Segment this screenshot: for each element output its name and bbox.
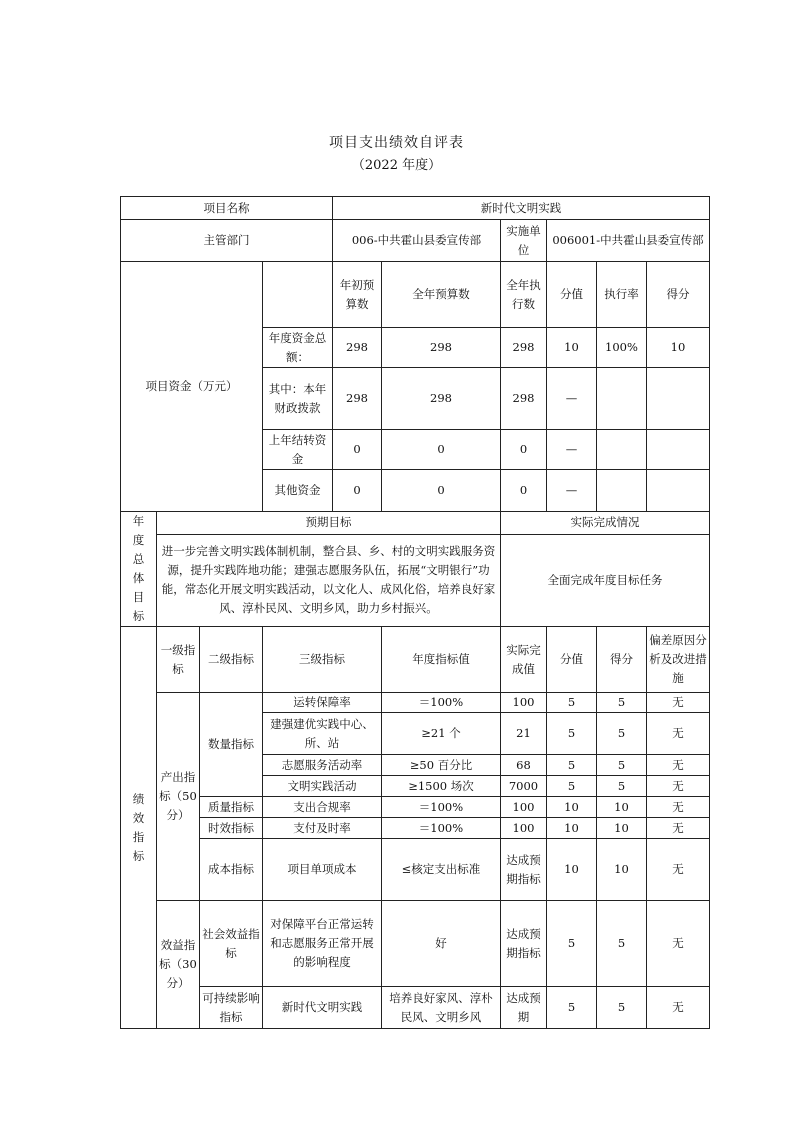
indicator-row [121,987,710,1029]
indicator-header-level3: 三级指标 [263,627,382,693]
funds-score [647,368,710,430]
sustainable-impact-indicator-label: 可持续影响指标 [200,987,263,1029]
funds-executed: 0 [501,470,547,512]
indicator-target: 好 [382,901,501,987]
indicator-header-target: 年度指标值 [382,627,501,693]
funds-initial: 0 [333,430,382,470]
goals-content-row [121,534,710,626]
indicator-note: 无 [647,776,710,797]
indicator-note: 无 [647,818,710,839]
goals-side-label [121,512,157,627]
indicator-name: 支付及时率 [263,818,382,839]
department-row [121,220,710,262]
funds-score [647,430,710,470]
indicator-note: 无 [647,901,710,987]
page-subtitle: （2022 年度） [351,158,442,173]
indicator-name: 新时代文明实践 [263,987,382,1029]
output-indicator-label: 产出指标（50分） [157,693,200,901]
funds-rate: 100% [597,328,647,368]
indicator-header-score: 得分 [597,627,647,693]
indicator-name: 对保障平台正常运转和志愿服务正常开展的影响程度 [263,901,382,987]
indicator-actual: 达成预期指标 [501,901,547,987]
vertical-label-char: 绩 [132,791,145,806]
indicator-value: 10 [547,839,597,901]
actual-completion-text: 全面完成年度目标任务 [501,534,710,626]
indicator-actual: 21 [501,713,547,755]
indicator-target: ＝100% [382,818,501,839]
indicator-actual: 68 [501,755,547,776]
timeliness-indicator-label: 时效指标 [200,818,263,839]
indicator-header-level2: 二级指标 [200,627,263,693]
funds-executed: 298 [501,328,547,368]
funds-score-value: — [547,430,597,470]
quantity-indicator-label: 数量指标 [200,693,263,797]
funds-row-label: 年度资金总额： [263,328,333,368]
indicator-header-level1: 一级指标 [157,627,200,693]
indicator-target: ＝100% [382,797,501,818]
funds-annual: 298 [382,368,501,430]
indicator-header-actual: 实际完成值 [501,627,547,693]
vertical-label-char: 总 [132,552,145,566]
quality-indicator-label: 质量指标 [200,797,263,818]
indicator-row [121,901,710,987]
indicator-actual: 7000 [501,776,547,797]
funds-executed: 298 [501,368,547,430]
funds-rate [597,430,647,470]
indicator-score: 5 [597,901,647,987]
actual-completion-label: 实际完成情况 [501,512,710,535]
implementing-unit-value: 006001-中共霍山县委宣传部 [547,220,710,262]
project-name-value: 新时代文明实践 [333,197,710,220]
vertical-label-char: 年 [132,514,145,528]
indicator-note: 无 [647,713,710,755]
indicator-row [121,797,710,818]
indicator-note: 无 [647,839,710,901]
funds-score-value: — [547,470,597,512]
department-value: 006-中共霍山县委宣传部 [333,220,501,262]
funds-annual: 0 [382,430,501,470]
funds-header-blank [263,262,333,328]
indicator-target: ≥21 个 [382,713,501,755]
funds-header-score: 得分 [647,262,710,328]
social-benefit-indicator-label: 社会效益指标 [200,901,263,987]
funds-score-value: — [547,368,597,430]
indicator-value: 5 [547,713,597,755]
indicator-row [121,839,710,901]
funds-row-label: 其他资金 [263,470,333,512]
indicator-note: 无 [647,693,710,713]
funds-header-row [121,262,710,328]
indicator-actual: 100 [501,818,547,839]
funds-initial: 0 [333,470,382,512]
indicator-name: 建强建优实践中心、所、站 [263,713,382,755]
indicator-score: 5 [597,776,647,797]
indicator-header-row [121,627,710,693]
vertical-label-char: 目 [132,590,145,604]
indicator-value: 5 [547,755,597,776]
benefit-indicator-label: 效益指标（30分） [157,901,200,1029]
vertical-label-char: 标 [132,609,145,623]
funds-header-score-value: 分值 [547,262,597,328]
indicator-value: 5 [547,693,597,713]
funds-score-value: 10 [547,328,597,368]
funds-row-label: 上年结转资金 [263,430,333,470]
indicator-row [121,693,710,713]
vertical-label-char: 效 [132,810,145,825]
expected-goal-text: 进一步完善文明实践体制机制，整合县、乡、村的文明实践服务资源，提升实践阵地功能；建强志愿服务队伍，拓展“文明银行”功能，常态化开展文明实践活动，以文化人、成风化俗，培养良好家风、淳朴民风、文明乡风，助力乡村振兴。 [157,534,501,626]
vertical-label-char: 体 [132,571,145,585]
indicator-score: 10 [597,797,647,818]
indicator-header-value: 分值 [547,627,597,693]
indicator-value: 10 [547,797,597,818]
indicator-score: 5 [597,713,647,755]
self-evaluation-table [120,196,710,1029]
indicator-note: 无 [647,755,710,776]
vertical-label-char: 标 [132,848,145,863]
project-name-label: 项目名称 [121,197,333,220]
indicator-value: 5 [547,776,597,797]
indicators-side-label [121,627,157,1029]
funds-header-annual: 全年预算数 [382,262,501,328]
funds-rate [597,368,647,430]
indicator-actual: 100 [501,797,547,818]
indicator-name: 志愿服务活动率 [263,755,382,776]
funds-executed: 0 [501,430,547,470]
funds-rate [597,470,647,512]
funds-initial: 298 [333,368,382,430]
indicator-actual: 达成预期 [501,987,547,1029]
funds-score [647,470,710,512]
indicator-score: 5 [597,693,647,713]
indicator-actual: 达成预期指标 [501,839,547,901]
funds-header-initial: 年初预算数 [333,262,382,328]
project-name-row [121,197,710,220]
indicator-note: 无 [647,987,710,1029]
expected-goal-label: 预期目标 [157,512,501,535]
funds-label: 项目资金（万元） [121,262,263,512]
indicator-target: 培养良好家风、淳朴民风、文明乡风 [382,987,501,1029]
indicator-name: 文明实践活动 [263,776,382,797]
indicator-target: ≤核定支出标准 [382,839,501,901]
funds-initial: 298 [333,328,382,368]
funds-score: 10 [647,328,710,368]
funds-annual: 298 [382,328,501,368]
funds-annual: 0 [382,470,501,512]
funds-header-executed: 全年执行数 [501,262,547,328]
indicator-value: 5 [547,987,597,1029]
indicator-row [121,818,710,839]
indicator-score: 10 [597,839,647,901]
page-title: 项目支出绩效自评表 [329,135,464,151]
indicator-actual: 100 [501,693,547,713]
implementing-unit-label: 实施单位 [501,220,547,262]
indicator-target: ＝100% [382,693,501,713]
cost-indicator-label: 成本指标 [200,839,263,901]
indicator-value: 10 [547,818,597,839]
funds-header-rate: 执行率 [597,262,647,328]
department-label: 主管部门 [121,220,333,262]
goals-header-row [121,512,710,535]
indicator-score: 10 [597,818,647,839]
indicator-name: 支出合规率 [263,797,382,818]
indicator-score: 5 [597,755,647,776]
vertical-label-char: 度 [132,533,145,547]
indicator-score: 5 [597,987,647,1029]
indicator-value: 5 [547,901,597,987]
indicator-note: 无 [647,797,710,818]
funds-row-label: 其中：本年财政拨款 [263,368,333,430]
indicator-target: ≥50 百分比 [382,755,501,776]
indicator-name: 项目单项成本 [263,839,382,901]
indicator-target: ≥1500 场次 [382,776,501,797]
indicator-name: 运转保障率 [263,693,382,713]
indicator-header-note: 偏差原因分析及改进措施 [647,627,710,693]
vertical-label-char: 指 [132,829,145,844]
